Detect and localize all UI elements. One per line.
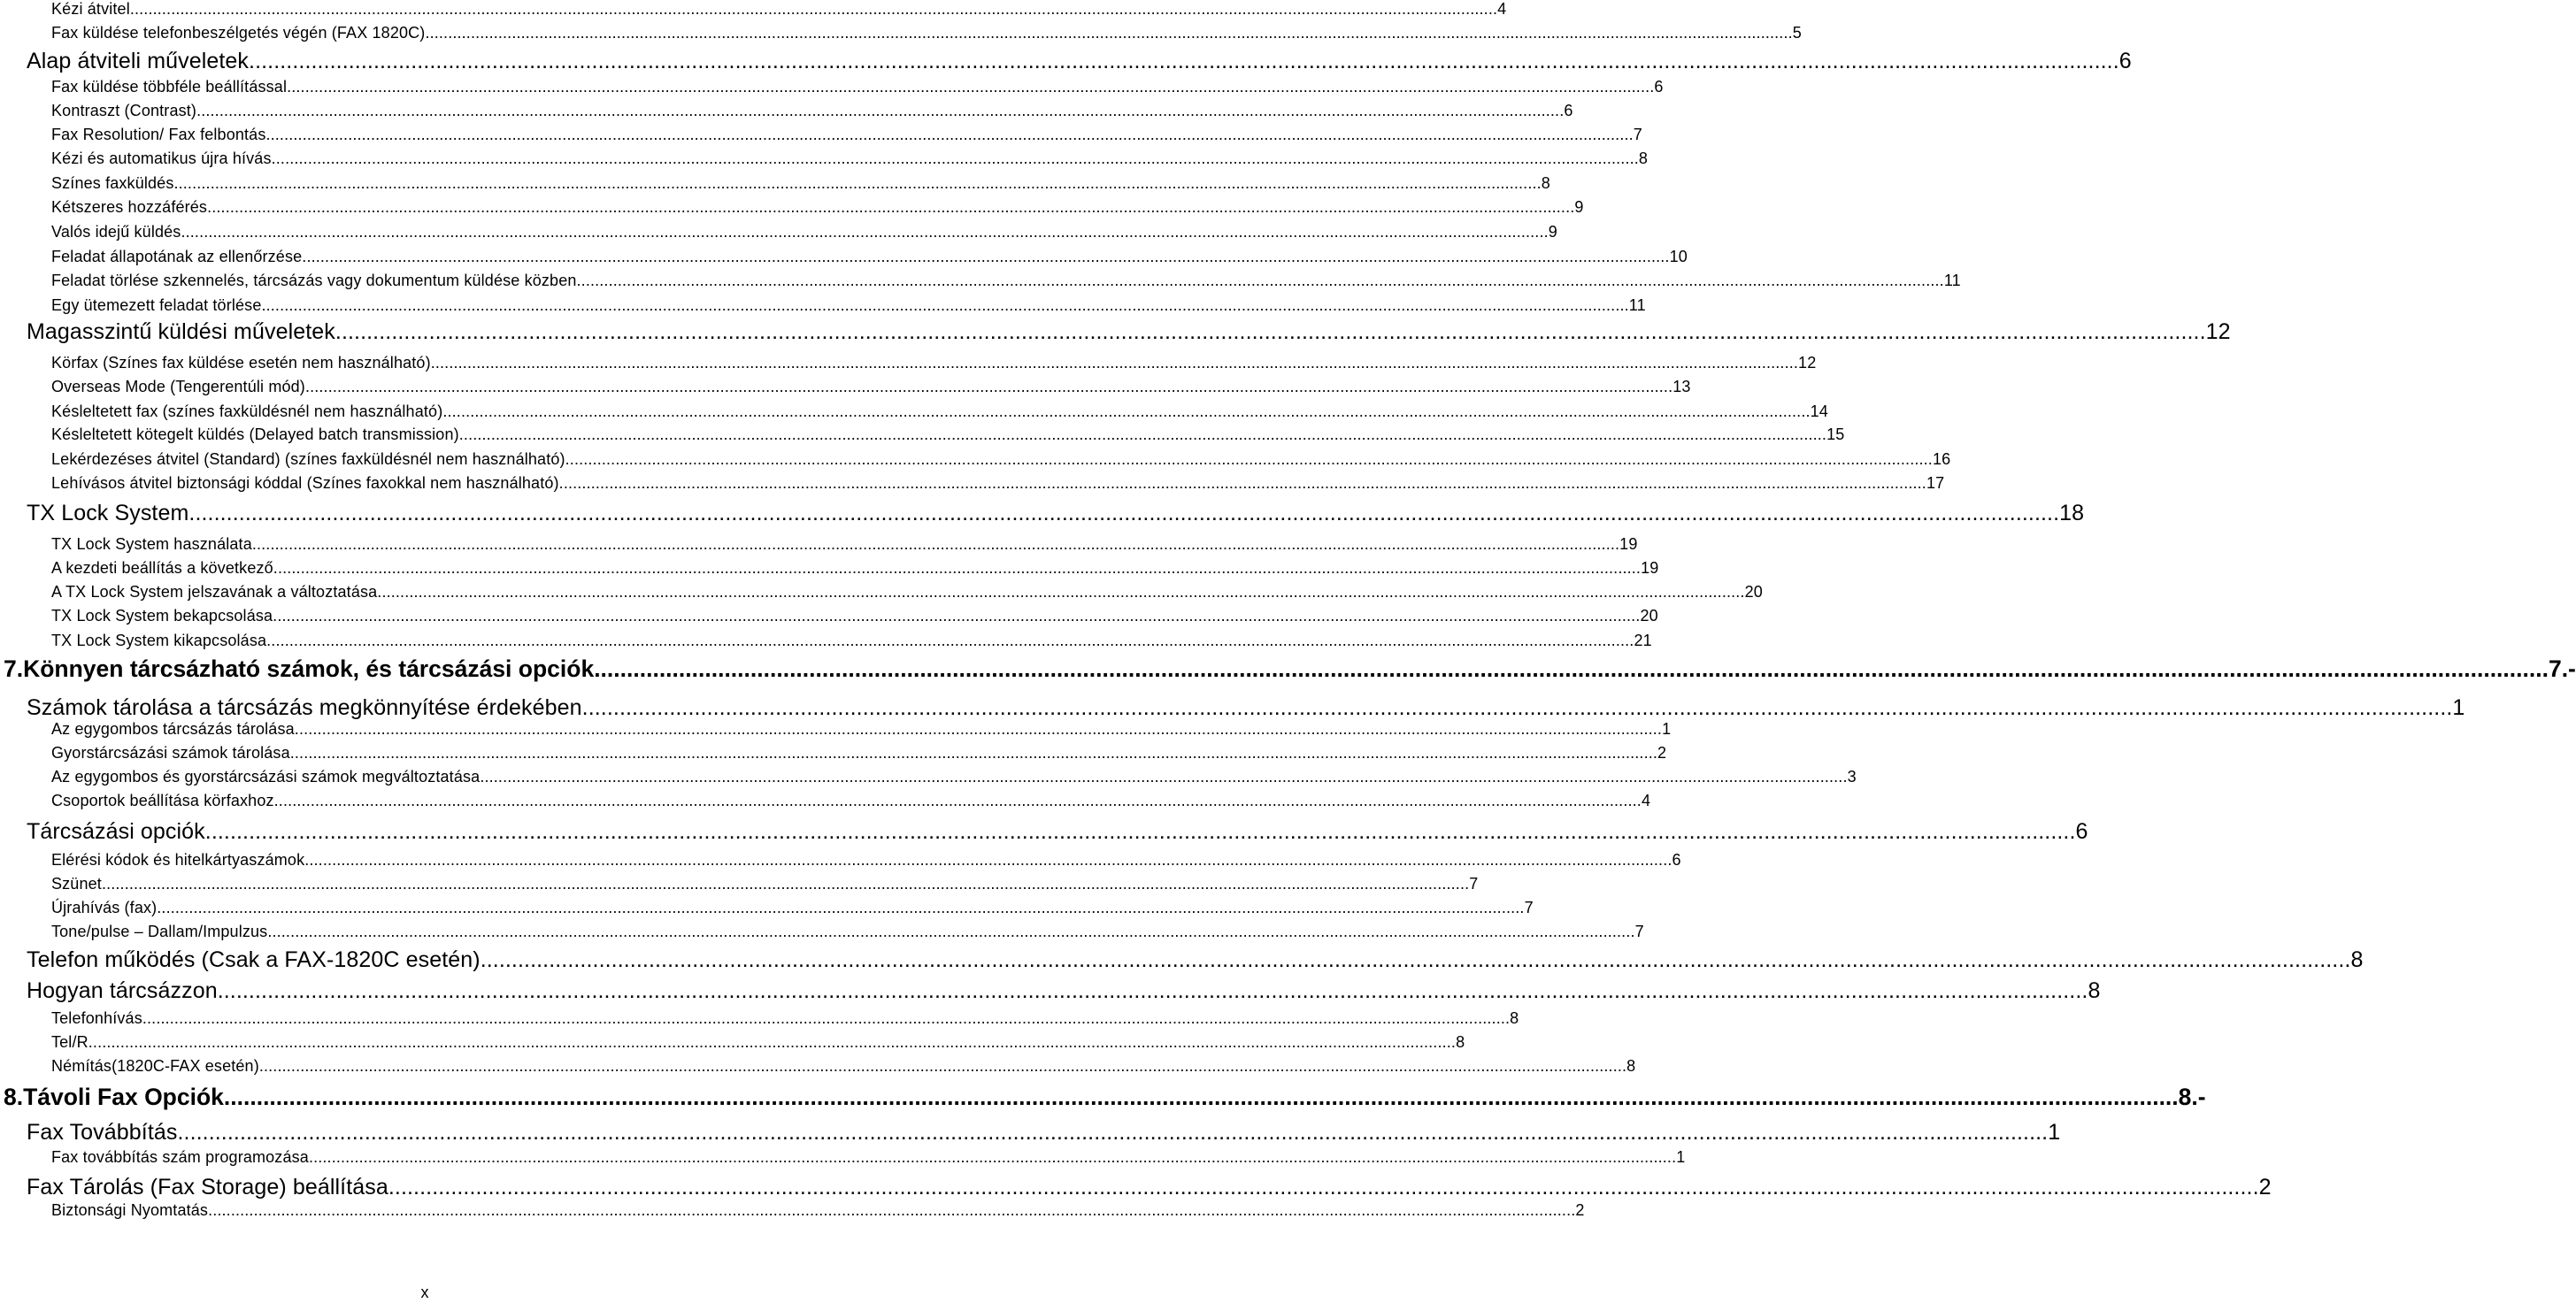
toc-entry-title: Biztonsági Nyomtatás (51, 1201, 209, 1219)
toc-entry[interactable] (0, 248, 1688, 271)
toc-entry[interactable] (0, 78, 1664, 101)
toc-entry-title: Telefonhívás (51, 1009, 142, 1027)
toc-dot-leader: ............................................................................................................................................................................................................................................................................................................ (581, 695, 2453, 720)
toc-entry-page: 7 (1633, 126, 1642, 143)
toc-entry-title: Telefon működés (Csak a FAX-1820C esetén) (27, 947, 481, 972)
toc-entry[interactable] (0, 402, 1828, 425)
toc-dot-leader: ............................................................................................................................................................................................................................................................................................................ (273, 559, 1642, 577)
toc-dot-leader: ............................................................................................................................................................................................................................................................................................................ (377, 583, 1745, 601)
toc-entry-page: 8.- (2178, 1084, 2206, 1110)
toc-dot-leader: ............................................................................................................................................................................................................................................................................................................ (458, 425, 1827, 443)
toc-entry-page: 8 (1456, 1033, 1465, 1051)
toc-entry-title: Fax Tárolás (Fax Storage) beállítása (27, 1175, 388, 1200)
toc-entry-page: 8 (1626, 1057, 1636, 1075)
toc-entry-title: Fax továbbítás szám programozása (51, 1148, 309, 1166)
toc-dot-leader: ............................................................................................................................................................................................................................................................................................................ (287, 78, 1655, 96)
toc-entry[interactable] (0, 607, 1658, 630)
toc-entry[interactable] (0, 425, 1845, 448)
toc-entry-page: 10 (1669, 248, 1688, 265)
toc-entry-title: Fax Továbbítás (27, 1120, 178, 1145)
toc-entry-title: Kontraszt (Contrast) (51, 102, 197, 119)
toc-entry[interactable] (0, 1120, 2061, 1148)
toc-entry-title: Színes faxküldés (51, 174, 174, 192)
toc-entry-page: 20 (1744, 583, 1763, 601)
toc-entry[interactable] (0, 851, 1681, 874)
toc-entry-page: 8 (2350, 947, 2364, 972)
toc-entry[interactable] (0, 744, 1667, 767)
toc-entry[interactable] (0, 319, 2231, 348)
toc-dot-leader: ............................................................................................................................................................................................................................................................................................................ (129, 0, 1498, 18)
toc-entry-title: Egy ütemezett feladat törlése (51, 296, 262, 314)
toc-dot-leader: ............................................................................................................................................................................................................................................................................................................ (208, 1201, 1576, 1219)
toc-entry[interactable] (0, 1084, 2206, 1115)
toc-entry-title: Magasszintű küldési műveletek (27, 319, 335, 344)
toc-entry[interactable] (0, 768, 1857, 791)
toc-entry-title: TX Lock System használata (51, 535, 252, 553)
toc-entry-page: 20 (1640, 607, 1658, 625)
toc-entry-title: 7.Könnyen tárcsázható számok, és tárcsázási opciók (4, 655, 595, 682)
toc-entry-title: Csoportok beállítása körfaxhoz (51, 792, 274, 809)
toc-dot-leader: ............................................................................................................................................................................................................................................................................................................ (173, 174, 1542, 192)
toc-entry-page: 18 (2059, 501, 2085, 525)
toc-dot-leader: ............................................................................................................................................................................................................................................................................................................ (223, 1084, 2179, 1110)
toc-dot-leader: ............................................................................................................................................................................................................................................................................................................ (196, 102, 1565, 119)
toc-entry-page: 7.- (2548, 655, 2576, 682)
toc-entry-page: 8 (1541, 174, 1550, 192)
toc-entry-title: Némítás(1820C-FAX esetén) (51, 1057, 259, 1075)
toc-entry-title: Gyorstárcsázási számok tárolása (51, 744, 290, 762)
toc-entry[interactable] (0, 875, 1479, 898)
toc-dot-leader: ............................................................................................................................................................................................................................................................................................................ (217, 978, 2088, 1003)
toc-entry-page: 21 (1634, 632, 1652, 649)
toc-entry[interactable] (0, 947, 2364, 976)
toc-dot-leader: ............................................................................................................................................................................................................................................................................................................ (177, 1120, 2049, 1145)
toc-entry-title: Fax Resolution/ Fax felbontás (51, 126, 266, 143)
toc-entry[interactable] (0, 1033, 1465, 1056)
toc-entry[interactable] (0, 535, 1638, 558)
toc-entry-page: 6 (2118, 49, 2132, 73)
toc-entry-title: Lekérdezéses átvitel (Standard) (színes faxküldésnél nem használható) (51, 450, 565, 468)
toc-dot-leader: ............................................................................................................................................................................................................................................................................................................ (294, 720, 1663, 738)
toc-entry-page: 2 (1575, 1201, 1585, 1219)
toc-entry[interactable] (0, 49, 2132, 77)
toc-dot-leader: ............................................................................................................................................................................................................................................................................................................ (88, 1033, 1457, 1051)
toc-entry-title: Feladat állapotának az ellenőrzése (51, 248, 303, 265)
toc-entry-page: 8 (1638, 149, 1649, 167)
toc-entry-title: TX Lock System kikapcsolása (51, 632, 267, 649)
toc-dot-leader: ............................................................................................................................................................................................................................................................................................................ (204, 819, 2076, 844)
toc-entry-page: 15 (1826, 425, 1845, 443)
toc-entry-page: 1 (2452, 695, 2465, 720)
toc-entry-page: 1 (1676, 1148, 1686, 1166)
toc-entry-title: Számok tárolása a tárcsázás megkönnyítése érdekében (27, 695, 582, 720)
toc-entry-title: Tone/pulse – Dallam/Impulzus (51, 923, 268, 940)
toc-entry[interactable] (0, 474, 1945, 497)
toc-dot-leader: ............................................................................................................................................................................................................................................................................................................ (251, 535, 1620, 553)
toc-entry-title: TX Lock System bekapcsolása (51, 607, 273, 625)
toc-entry[interactable] (0, 296, 1646, 319)
toc-entry-page: 9 (1548, 223, 1557, 241)
toc-entry-title: Tárcsázási opciók (27, 819, 205, 844)
toc-dot-leader: ............................................................................................................................................................................................................................................................................................................ (271, 149, 1639, 167)
toc-entry[interactable] (0, 102, 1573, 125)
toc-dot-leader: ............................................................................................................................................................................................................................................................................................................ (188, 501, 2060, 525)
toc-entry-title: Overseas Mode (Tengerentúli mód) (51, 378, 305, 395)
toc-entry-title: A kezdeti beállítás a következő (51, 559, 273, 577)
toc-entry-page: 11 (1943, 272, 1961, 289)
toc-entry-page: 2 (2258, 1175, 2272, 1200)
toc-entry-title: Körfax (Színes fax küldése esetén nem használható) (51, 354, 431, 372)
toc-entry-page: 1 (1662, 720, 1672, 738)
toc-entry-page: 6 (2075, 819, 2088, 844)
toc-dot-leader: ............................................................................................................................................................................................................................................................................................................ (266, 632, 1634, 649)
toc-entry[interactable] (0, 1148, 1686, 1171)
toc-entry-page: 16 (1932, 450, 1951, 468)
toc-entry-title: Hogyan tárcsázzon (27, 978, 218, 1003)
toc-entry-title: Az egygombos tárcsázás tárolása (51, 720, 295, 738)
toc-entry-title: Valós idejű küldés (51, 223, 181, 241)
toc-entry-page: 4 (1497, 0, 1507, 18)
page-number: x (420, 1284, 429, 1301)
toc-entry[interactable] (0, 899, 1534, 922)
toc-dot-leader: ............................................................................................................................................................................................................................................................................................................ (265, 126, 1634, 143)
toc-dot-leader: ............................................................................................................................................................................................................................................................................................................ (258, 1057, 1627, 1075)
toc-entry-title: Tel/R (51, 1033, 88, 1051)
toc-dot-leader: ............................................................................................................................................................................................................................................................................................................ (304, 851, 1672, 869)
toc-entry[interactable] (0, 819, 2088, 847)
toc-entry[interactable] (0, 149, 1649, 172)
toc-entry-page: 12 (2205, 319, 2231, 344)
toc-dot-leader: ............................................................................................................................................................................................................................................................................................................ (289, 744, 1658, 762)
toc-entry-page: 4 (1641, 792, 1651, 809)
toc-entry-title: Szünet (51, 875, 102, 893)
toc-entry[interactable] (0, 1201, 1585, 1224)
toc-entry[interactable] (0, 978, 2101, 1007)
toc-entry[interactable] (0, 450, 1951, 473)
toc-entry[interactable] (0, 583, 1763, 606)
toc-dot-leader: ............................................................................................................................................................................................................................................................................................................ (142, 1009, 1511, 1027)
toc-entry[interactable] (0, 198, 1584, 221)
toc-entry-title: Kézi átvitel (51, 0, 130, 18)
toc-entry-page: 19 (1619, 535, 1638, 553)
toc-entry-page: 7 (1634, 923, 1644, 940)
toc-entry-page: 19 (1641, 559, 1659, 577)
toc-entry-page: 8 (1510, 1009, 1519, 1027)
toc-entry-page: 1 (2048, 1120, 2061, 1145)
toc-dot-leader: ............................................................................................................................................................................................................................................................................................................ (425, 24, 1793, 42)
toc-dot-leader: ............................................................................................................................................................................................................................................................................................................ (388, 1175, 2259, 1200)
toc-dot-leader: ............................................................................................................................................................................................................................................................................................................ (558, 474, 1926, 492)
toc-dot-leader: ............................................................................................................................................................................................................................................................................................................ (181, 223, 1549, 241)
toc-dot-leader: ............................................................................................................................................................................................................................................................................................................ (565, 450, 1933, 468)
toc-dot-leader: ............................................................................................................................................................................................................................................................................................................ (302, 248, 1670, 265)
toc-entry-page: 6 (1564, 102, 1573, 119)
toc-entry[interactable] (0, 354, 1817, 377)
toc-entry-title: TX Lock System (27, 501, 189, 525)
toc-entry[interactable] (0, 792, 1651, 815)
toc-entry[interactable] (0, 632, 1652, 655)
toc-dot-leader: ............................................................................................................................................................................................................................................................................................................ (207, 198, 1575, 216)
toc-entry-page: 11 (1628, 296, 1646, 314)
toc-entry[interactable] (0, 378, 1691, 401)
toc-entry[interactable] (0, 0, 1507, 23)
toc-entry-page: 7 (1469, 875, 1479, 893)
toc-entry[interactable] (0, 126, 1642, 149)
toc-dot-leader: ............................................................................................................................................................................................................................................................................................................ (249, 49, 2119, 73)
toc-entry-page: 6 (1654, 78, 1664, 96)
toc-entry[interactable] (0, 223, 1557, 246)
toc-entry-page: 9 (1574, 198, 1584, 216)
toc-dot-leader: ............................................................................................................................................................................................................................................................................................................ (442, 402, 1811, 420)
toc-entry-title: 8.Távoli Fax Opciók (4, 1084, 224, 1110)
toc-entry-title: Alap átviteli műveletek (27, 49, 250, 73)
toc-dot-leader: ............................................................................................................................................................................................................................................................................................................ (304, 378, 1673, 395)
toc-entry-page: 7 (1524, 899, 1534, 916)
toc-entry[interactable] (0, 655, 2576, 687)
toc-entry-page: 17 (1926, 474, 1945, 492)
toc-entry-title: Lehívásos átvitel biztonsági kóddal (Színes faxokkal nem használható) (51, 474, 559, 492)
toc-entry[interactable] (0, 174, 1550, 197)
toc-dot-leader: ............................................................................................................................................................................................................................................................................................................ (273, 792, 1642, 809)
toc-entry-title: Kétszeres hozzáférés (51, 198, 208, 216)
toc-dot-leader: ............................................................................................................................................................................................................................................................................................................ (430, 354, 1799, 372)
toc-dot-leader: ............................................................................................................................................................................................................................................................................................................ (480, 768, 1848, 786)
toc-entry-page: 6 (1672, 851, 1681, 869)
toc-entry[interactable] (0, 1009, 1519, 1032)
toc-entry[interactable] (0, 501, 2085, 529)
toc-dot-leader: ............................................................................................................................................................................................................................................................................................................ (273, 607, 1641, 625)
toc-dot-leader: ............................................................................................................................................................................................................................................................................................................ (576, 272, 1944, 289)
toc-entry[interactable] (0, 720, 1672, 743)
toc-entry-page: 3 (1847, 768, 1857, 786)
toc-entry-title: Fax küldése többféle beállítással (51, 78, 288, 96)
toc-entry-title: Fax küldése telefonbeszélgetés végén (FAX 1820C) (51, 24, 426, 42)
toc-dot-leader: ............................................................................................................................................................................................................................................................................................................ (157, 899, 1525, 916)
toc-dot-leader: ............................................................................................................................................................................................................................................................................................................ (308, 1148, 1677, 1166)
toc-entry-title: Újrahívás (fax) (51, 899, 158, 916)
toc-dot-leader: ............................................................................................................................................................................................................................................................................................................ (480, 947, 2351, 972)
toc-dot-leader: ............................................................................................................................................................................................................................................................................................................ (101, 875, 1470, 893)
toc-entry-page: 12 (1798, 354, 1817, 372)
toc-dot-leader: ............................................................................................................................................................................................................................................................................................................ (594, 655, 2549, 682)
toc-entry-title: Késleltetett kötegelt küldés (Delayed batch transmission) (51, 425, 459, 443)
toc-entry-page: 5 (1792, 24, 1802, 42)
toc-dot-leader: ............................................................................................................................................................................................................................................................................................................ (267, 923, 1635, 940)
toc-entry-page: 13 (1672, 378, 1691, 395)
toc-entry[interactable] (0, 272, 1961, 295)
toc-entry-title: A TX Lock System jelszavának a változtatása (51, 583, 378, 601)
toc-entry-page: 2 (1657, 744, 1667, 762)
toc-entry-title: Feladat törlése szkennelés, tárcsázás vagy dokumentum küldése közben (51, 272, 577, 289)
toc-entry-title: Elérési kódok és hitelkártyaszámok (51, 851, 305, 869)
toc-entry[interactable] (0, 1175, 2272, 1203)
toc-entry[interactable] (0, 923, 1644, 946)
toc-dot-leader: ............................................................................................................................................................................................................................................................................................................ (261, 296, 1629, 314)
toc-entry-title: Késleltetett fax (színes faxküldésnél nem használható) (51, 402, 443, 420)
toc-entry[interactable] (0, 1057, 1636, 1080)
toc-entry-page: 14 (1810, 402, 1828, 420)
toc-entry[interactable] (0, 559, 1659, 582)
toc-dot-leader: ............................................................................................................................................................................................................................................................................................................ (334, 319, 2206, 344)
toc-entry-page: 8 (2088, 978, 2101, 1003)
toc-entry-title: Kézi és automatikus újra hívás (51, 149, 272, 167)
toc-entry-title: Az egygombos és gyorstárcsázási számok megváltoztatása (51, 768, 481, 786)
toc-entry[interactable] (0, 24, 1802, 47)
